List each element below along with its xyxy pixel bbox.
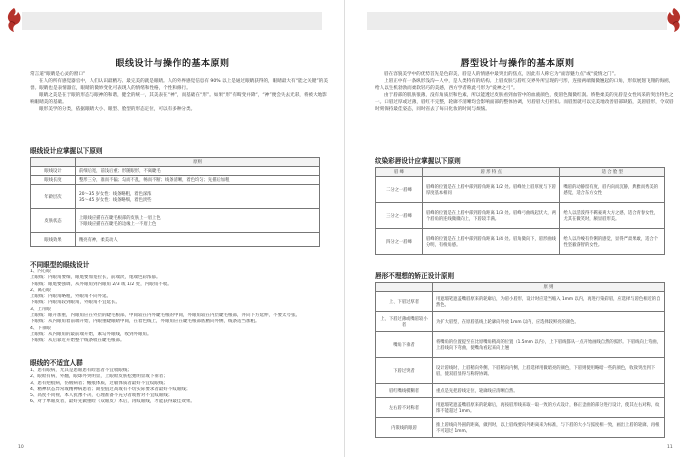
row-face: 嘴唇的动静留有度，唇内向而沉静，典雅而秀美的感觉，适合东方女性 [560, 177, 665, 203]
unsuitable-list [30, 368, 330, 406]
row-label: 唇红嘴线模糊者 [376, 384, 433, 398]
row-face: 给人以活泼得不羁豪爽大方之感，适合青春女性，尤其在微笑时，颇显唇形美。 [560, 203, 665, 229]
header-band [367, 12, 667, 30]
row-shape: 唇峰的位置是在上唇中部到唇角距离 1/3 处。唇峰弓曲线起伏大，两个唇角的连线微微向上，下唇较丰满。 [423, 203, 560, 229]
table-row [376, 229, 665, 255]
row-label: 上、下唇过薄或嘴唇较小者 [376, 312, 433, 332]
table-header: 适 合 脸 型 [560, 168, 665, 177]
section-heading: 不同眼型的眼线设计 [30, 261, 90, 269]
page-title: 眼线设计与操作的基本原则 [115, 59, 230, 69]
row-face: 给人以冷峻有伶俐的感觉，显得严肃果敢，适合个性坚毅睿智的女性。 [560, 229, 665, 255]
list-item: 4、下垂眼 [30, 325, 51, 331]
intro-paragraph: 眼睛之美是在于眼的形态与眼神的和谐，健全的统一，其美表在“神”，而基础在“形”。如果“形”有畸变并降“，“神”便会失去光彩，将被大地影响眼睛美的基础。 [30, 92, 327, 105]
table-row [376, 418, 665, 438]
row-content: 20～35 岁女性：线条略粗，着色深浓 35～45 岁女性：线条略细，着色淡些 [76, 185, 320, 209]
row-label: 嘴角下垂者 [376, 332, 433, 358]
table-row [376, 332, 665, 358]
list-item: 3、上吊眼 [30, 306, 51, 312]
table-row [376, 203, 665, 229]
list-item: 4、精神状态异常或精神病患者；期望值过高或有不切实际要求者最好不纹眼线； [30, 386, 191, 392]
row-label: 左右唇不对称者 [376, 398, 433, 418]
list-item: 下眼线：眼尾要强调，从外眼角到内眼角 2/3 或 1/2 处，内眼角不收。 [30, 281, 172, 287]
brand-logo-icon [2, 6, 26, 34]
row-content: 前细后宽，前浅后重；形随眼形，不离睫毛 [76, 167, 320, 176]
table-row [376, 398, 665, 418]
page-title: 唇型设计与操作的基本原则 [460, 59, 575, 69]
page-number: 10 [18, 445, 24, 450]
list-item: 1、患有眼病，尤其是患眼患有睑恶者不宜收眼线； [30, 368, 132, 373]
intro-text [30, 72, 330, 113]
lip-correction-table [375, 282, 665, 438]
table-row [31, 209, 320, 233]
header-band [22, 12, 322, 30]
list-item: 6、对于单眼皮者，最好先做重睑（双眼皮）术后，再纹眼线，才能获得最佳效果。 [30, 399, 195, 405]
row-label: 二分之一唇峰 [376, 177, 423, 203]
section-heading: 眼线的不适宜人群 [30, 359, 83, 367]
table-row [376, 384, 665, 398]
eye-shape-list [30, 269, 330, 345]
row-label: 下唇过突者 [376, 358, 433, 384]
eyeliner-principles-table [30, 157, 320, 247]
intro-text [375, 72, 675, 113]
intro-paragraph: 眼形美学的分类，依据眼睛大小、眼型、脸型的形态定位，可以有多种分类。 [39, 106, 196, 112]
table-row [376, 177, 665, 203]
table-header: 原 则 [433, 283, 665, 292]
list-item: 上眼线：眼开加重，内眼角应在外层的睫毛根部，中间较在内外睫毛根的中间，外眼角较在内层睫毛根部，并向下方延伸，不要太夸张。 [30, 313, 300, 319]
intro-paragraph: 常言道“眼睛是心灵的窗口” [30, 72, 86, 77]
page-number: 11 [667, 445, 673, 450]
table-row [376, 312, 665, 332]
intro-paragraph: 唇在容貌美学中的优势首先是色彩美，唇是人的情感中最突出的焦点，因此有人称它为“面容魅力点”或“爱情之门”。 [384, 72, 619, 77]
list-item: 2、眼睑有病，外翻，眼球外突明显，上眼睑皮肤松弛明显或下垂者； [30, 374, 168, 380]
row-content: 设计唇线时，上唇稍向外侧，下唇稍向内侧，上唇选择用微暗亮的颜色，下唇则使用略暗一些的颜色，收敛突出到下唇，使双唇显得与称得协调。 [433, 358, 665, 384]
list-item: 1、内心眼 [30, 269, 51, 274]
lip-peak-table [375, 167, 665, 255]
list-item: 2、离心眼 [30, 287, 51, 293]
section-heading: 唇形不理想的矫正设计原则 [375, 272, 455, 280]
table-row [376, 292, 665, 312]
table-row [31, 233, 320, 247]
intro-paragraph: 在人的所有感觉器官中，人们认识最精巧、最完美的就是眼睛。人的外界感觉信息有 90% 以上是通过眼睛获得的，眼睛最大有“能之关键”的美誉。眼睛也是表情器官，眼睛的微妙变化可表现人的情绪和性格，个性和修行。 [30, 78, 328, 91]
row-shape: 唇峰的位置是在上唇中部到唇角距离 1/2 处。唇峰处上唇厚度与下唇厚度基本相同 [423, 177, 560, 203]
list-item: 下眼线：从后靠近开始整个线条收在睫毛根部。 [30, 338, 125, 344]
table-header: 原则 [76, 158, 320, 167]
row-label: 皮肤状态 [31, 209, 76, 233]
row-label: 内嵌线的眼唇 [376, 418, 433, 438]
table-row [31, 176, 320, 185]
row-content: 为扩大唇型，在原唇基线上轮廓向外放 1mm 以内，应选择较鲜亮的颜色。 [433, 312, 665, 332]
list-item: 上眼线：从内眼角的最前端开始，素勾外眼线，收到外眼角。 [30, 331, 152, 337]
row-content: 上眼线应描在在睫毛根部的皮肤上一眉上色 下眼线应描在在睫毛的边缘上一不眉上色 [76, 209, 320, 233]
table-row [31, 167, 320, 176]
intro-paragraph: 由于唇部的肌肤很薄，没有角质层和色素，所以能透过皮肤看到血管中的血液颜色，使唇色微微红润。娇艳柔美的先唇是女性风采的突出特色之一。口唇过厚或过薄，唇红不完整，轮廓不清晰均会影响面部的整体协调，另唇唇大打折扣。而唇黑就可以完美地改善唇部缺陷，美唇唇形，令双唇时刻保持最佳姿态，同时省去了每日化妆的时间与烦恼。 [375, 92, 674, 112]
row-label: 眼线设计 [31, 167, 76, 176]
list-item: 5、高度不同视，本人犹豫不决，心理准备不充分者或暂对不宜纹眼线； [30, 393, 173, 399]
row-shape: 唇峰的位置是在上唇中部到唇角距离 1/4 处。唇角微向下，唇形曲线分明，有棱角感。 [423, 229, 560, 255]
row-label: 四分之一唇峰 [376, 229, 423, 255]
list-item: 上眼线：内眼角略粗，外眼角不向外延。 [30, 294, 111, 300]
row-label: 年龄层次 [31, 185, 76, 209]
row-content: 推上唇线向外圆的距离，做到时，以上唇线要向外距离来为标准，与下唇的大小与弧度相一致，画出上唇的轮廓，再根不可超过 1mm。 [433, 418, 665, 438]
section-heading: 眼线设计应掌握以下原则 [30, 147, 103, 155]
list-item: 3、患有疤痕病，伤瘕病者；瘢痕体质，过敏体质者最好不宜纹眼线； [30, 380, 168, 386]
section-heading: 纹染彩唇设计应掌握以下原则 [375, 157, 461, 165]
right-page [345, 0, 690, 457]
row-label: 眼线效果 [31, 233, 76, 247]
list-item: 上眼线：内眼角要细，眼尾要加宽拉长，前端淡，尾端色彩浓郁。 [30, 275, 161, 281]
table-row [376, 358, 665, 384]
row-label: 上、下唇过厚者 [376, 292, 433, 312]
list-item: 下眼线：内眼角较到眼角，外眼角不宜延长。 [30, 300, 120, 306]
row-label: 眼线长度 [31, 176, 76, 185]
row-content: 精亮有神，柔美动人 [76, 233, 320, 247]
list-item: 下眼线：从内眼角着前端开始，内眼重睫眼睛中间，在着色线上，外眼角应在睫毛根部底精向外侧，线条适当加粗。 [30, 319, 260, 325]
row-label: 三分之一唇峰 [376, 203, 423, 229]
row-content: 整形三分，准而不偏；勾而不乱，畅而不断；线条清晰，着色均匀；先描后加粗 [76, 176, 320, 185]
intro-paragraph: 上唇正中有一条纵形浅沟—人中，是人类特有的结构。上唇皮肤与唇红交界外所呈现的弓形，连接两端微微翘起的口角，形似展翅飞翔的海鸥，给人以生机勃勃而柔软轻巧的美感，西方学者称此弓形为“爱神之弓”。 [375, 78, 674, 91]
table-header: 唇 形 特 点 [423, 168, 560, 177]
table-row [31, 185, 320, 209]
table-header: 唇 峰 [376, 168, 423, 177]
row-content: 将嘴角的位置提至在比原嘴角稍高的位置（1.5mm 以内），上下唇线都从一点开始画线自然的弧形。下唇线向上弯曲，上唇线向下弯曲，使嘴角看起来向上翘 [433, 332, 665, 358]
row-content: 重点是先把唇线定位，轮廓线应清晰自然。 [433, 384, 665, 398]
row-content: 用遮瑕笔遮盖嘴唇原来的轮廓后，为唇小唇形，设计时应适当缩入 1mm 以内，再进行染彩唇，应选择与唇色相近的自然色。 [433, 292, 665, 312]
brand-logo-icon [662, 6, 686, 34]
row-content: 用遮瑕笔遮盖嘴唇原来的轮廓后，再按唇形线来取一取一致的方式设计，修正歪曲的部分进行设计，使其左右对称，纹饰不能超过 1mm。 [433, 398, 665, 418]
